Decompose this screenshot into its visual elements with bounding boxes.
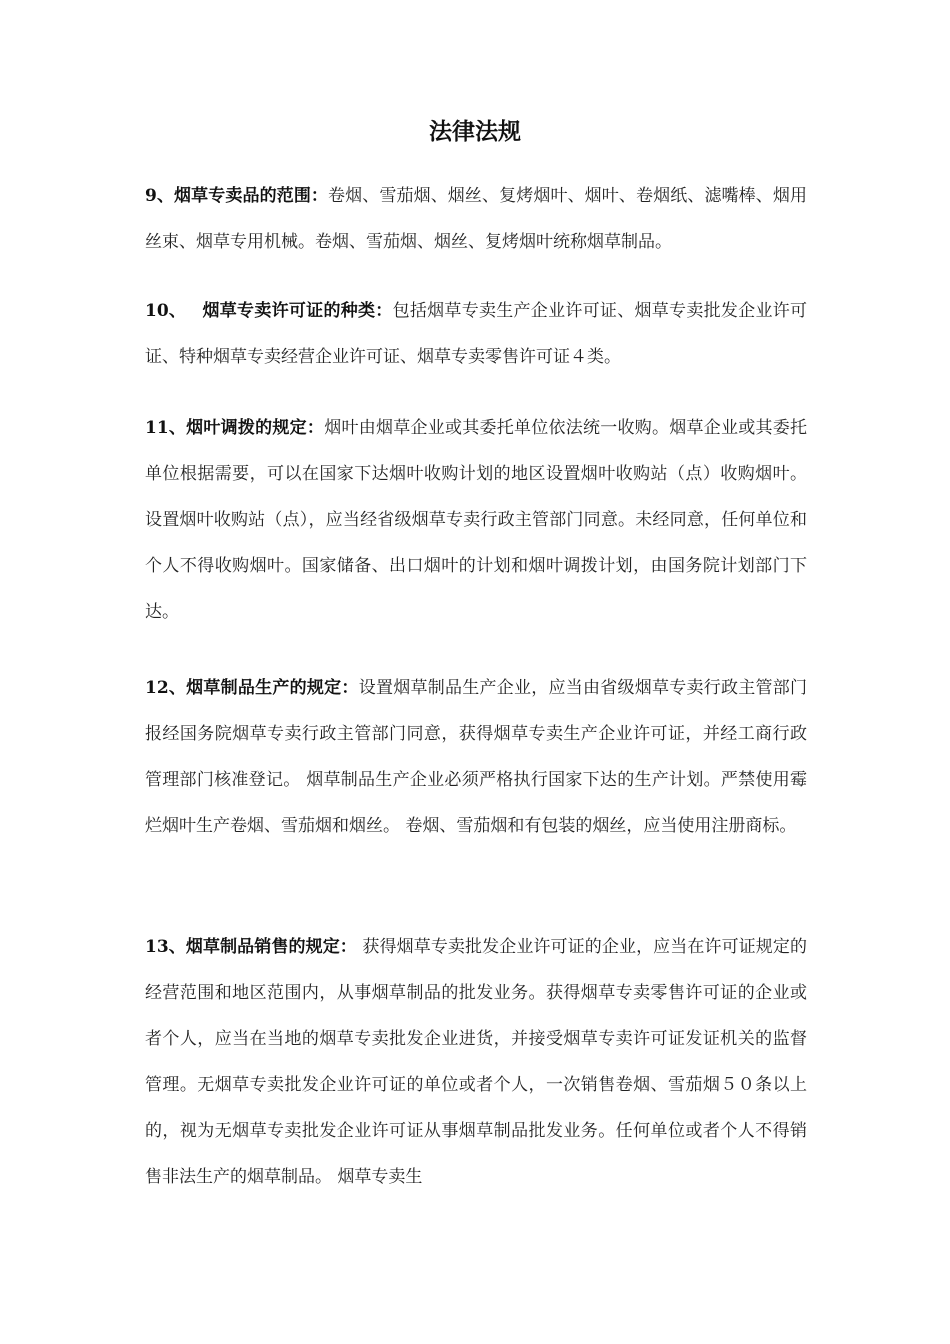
section-heading: 9、烟草专卖品的范围： xyxy=(145,186,329,206)
section-11 xyxy=(145,405,807,635)
section-heading: 13、烟草制品销售的规定： xyxy=(145,937,357,957)
section-heading: 烟草专卖许可证的种类： xyxy=(202,301,393,321)
section-heading: 11、烟叶调拨的规定： xyxy=(145,418,325,438)
section-body: 卷烟、雪茄烟、烟丝、复烤烟叶、烟叶、卷烟纸、滤嘴棒、烟用丝束、烟草专用机械。卷烟、雪茄烟、烟丝、复烤烟叶统称烟草制品。 xyxy=(145,186,807,252)
section-12 xyxy=(145,665,807,849)
section-10 xyxy=(145,288,807,380)
section-body: 包括烟草专卖生产企业许可证、烟草专卖批发企业许可证、特种烟草专卖经营企业许可证、烟草专卖零售许可证４类。 xyxy=(145,301,807,367)
section-body: 烟叶由烟草企业或其委托单位依法统一收购。烟草企业或其委托单位根据需要，可以在国家下达烟叶收购计划的地区设置烟叶收购站（点）收购烟叶。设置烟叶收购站（点），应当经省级烟草专卖行政主管部门同意。未经同意，任何单位和个人不得收购烟叶。国家储备、出口烟叶的计划和烟叶调拨计划，由国务院计划部门下达。 xyxy=(145,418,807,622)
document-title: 法律法规 xyxy=(429,118,521,145)
section-body: 获得烟草专卖批发企业许可证的企业，应当在许可证规定的经营范围和地区范围内，从事烟草制品的批发业务。获得烟草专卖零售许可证的企业或者个人，应当在当地的烟草专卖批发企业进货，并接受烟草专卖许可证发证机关的监督管理。无烟草专卖批发企业许可证的单位或者个人，一次销售卷烟、雪茄烟５０条以上的，视为无烟草专卖批发企业许可证从事烟草制品批发业务。任何单位或者个人不得销售非法生产的烟草制品。 烟草专卖生 xyxy=(145,937,807,1187)
section-body: 设置烟草制品生产企业，应当由省级烟草专卖行政主管部门报经国务院烟草专卖行政主管部门同意，获得烟草专卖生产企业许可证，并经工商行政管理部门核准登记。 烟草制品生产企业必须严格执行国家下达的生产计划。严禁使用霉烂烟叶生产卷烟、雪茄烟和烟丝。 卷烟、雪茄烟和有包装的烟丝，应当使用注册商标。 xyxy=(145,678,807,836)
section-9 xyxy=(145,173,807,265)
section-heading: 12、烟草制品生产的规定： xyxy=(145,678,359,698)
section-number: 10、 xyxy=(145,301,187,321)
section-13 xyxy=(145,924,807,1200)
